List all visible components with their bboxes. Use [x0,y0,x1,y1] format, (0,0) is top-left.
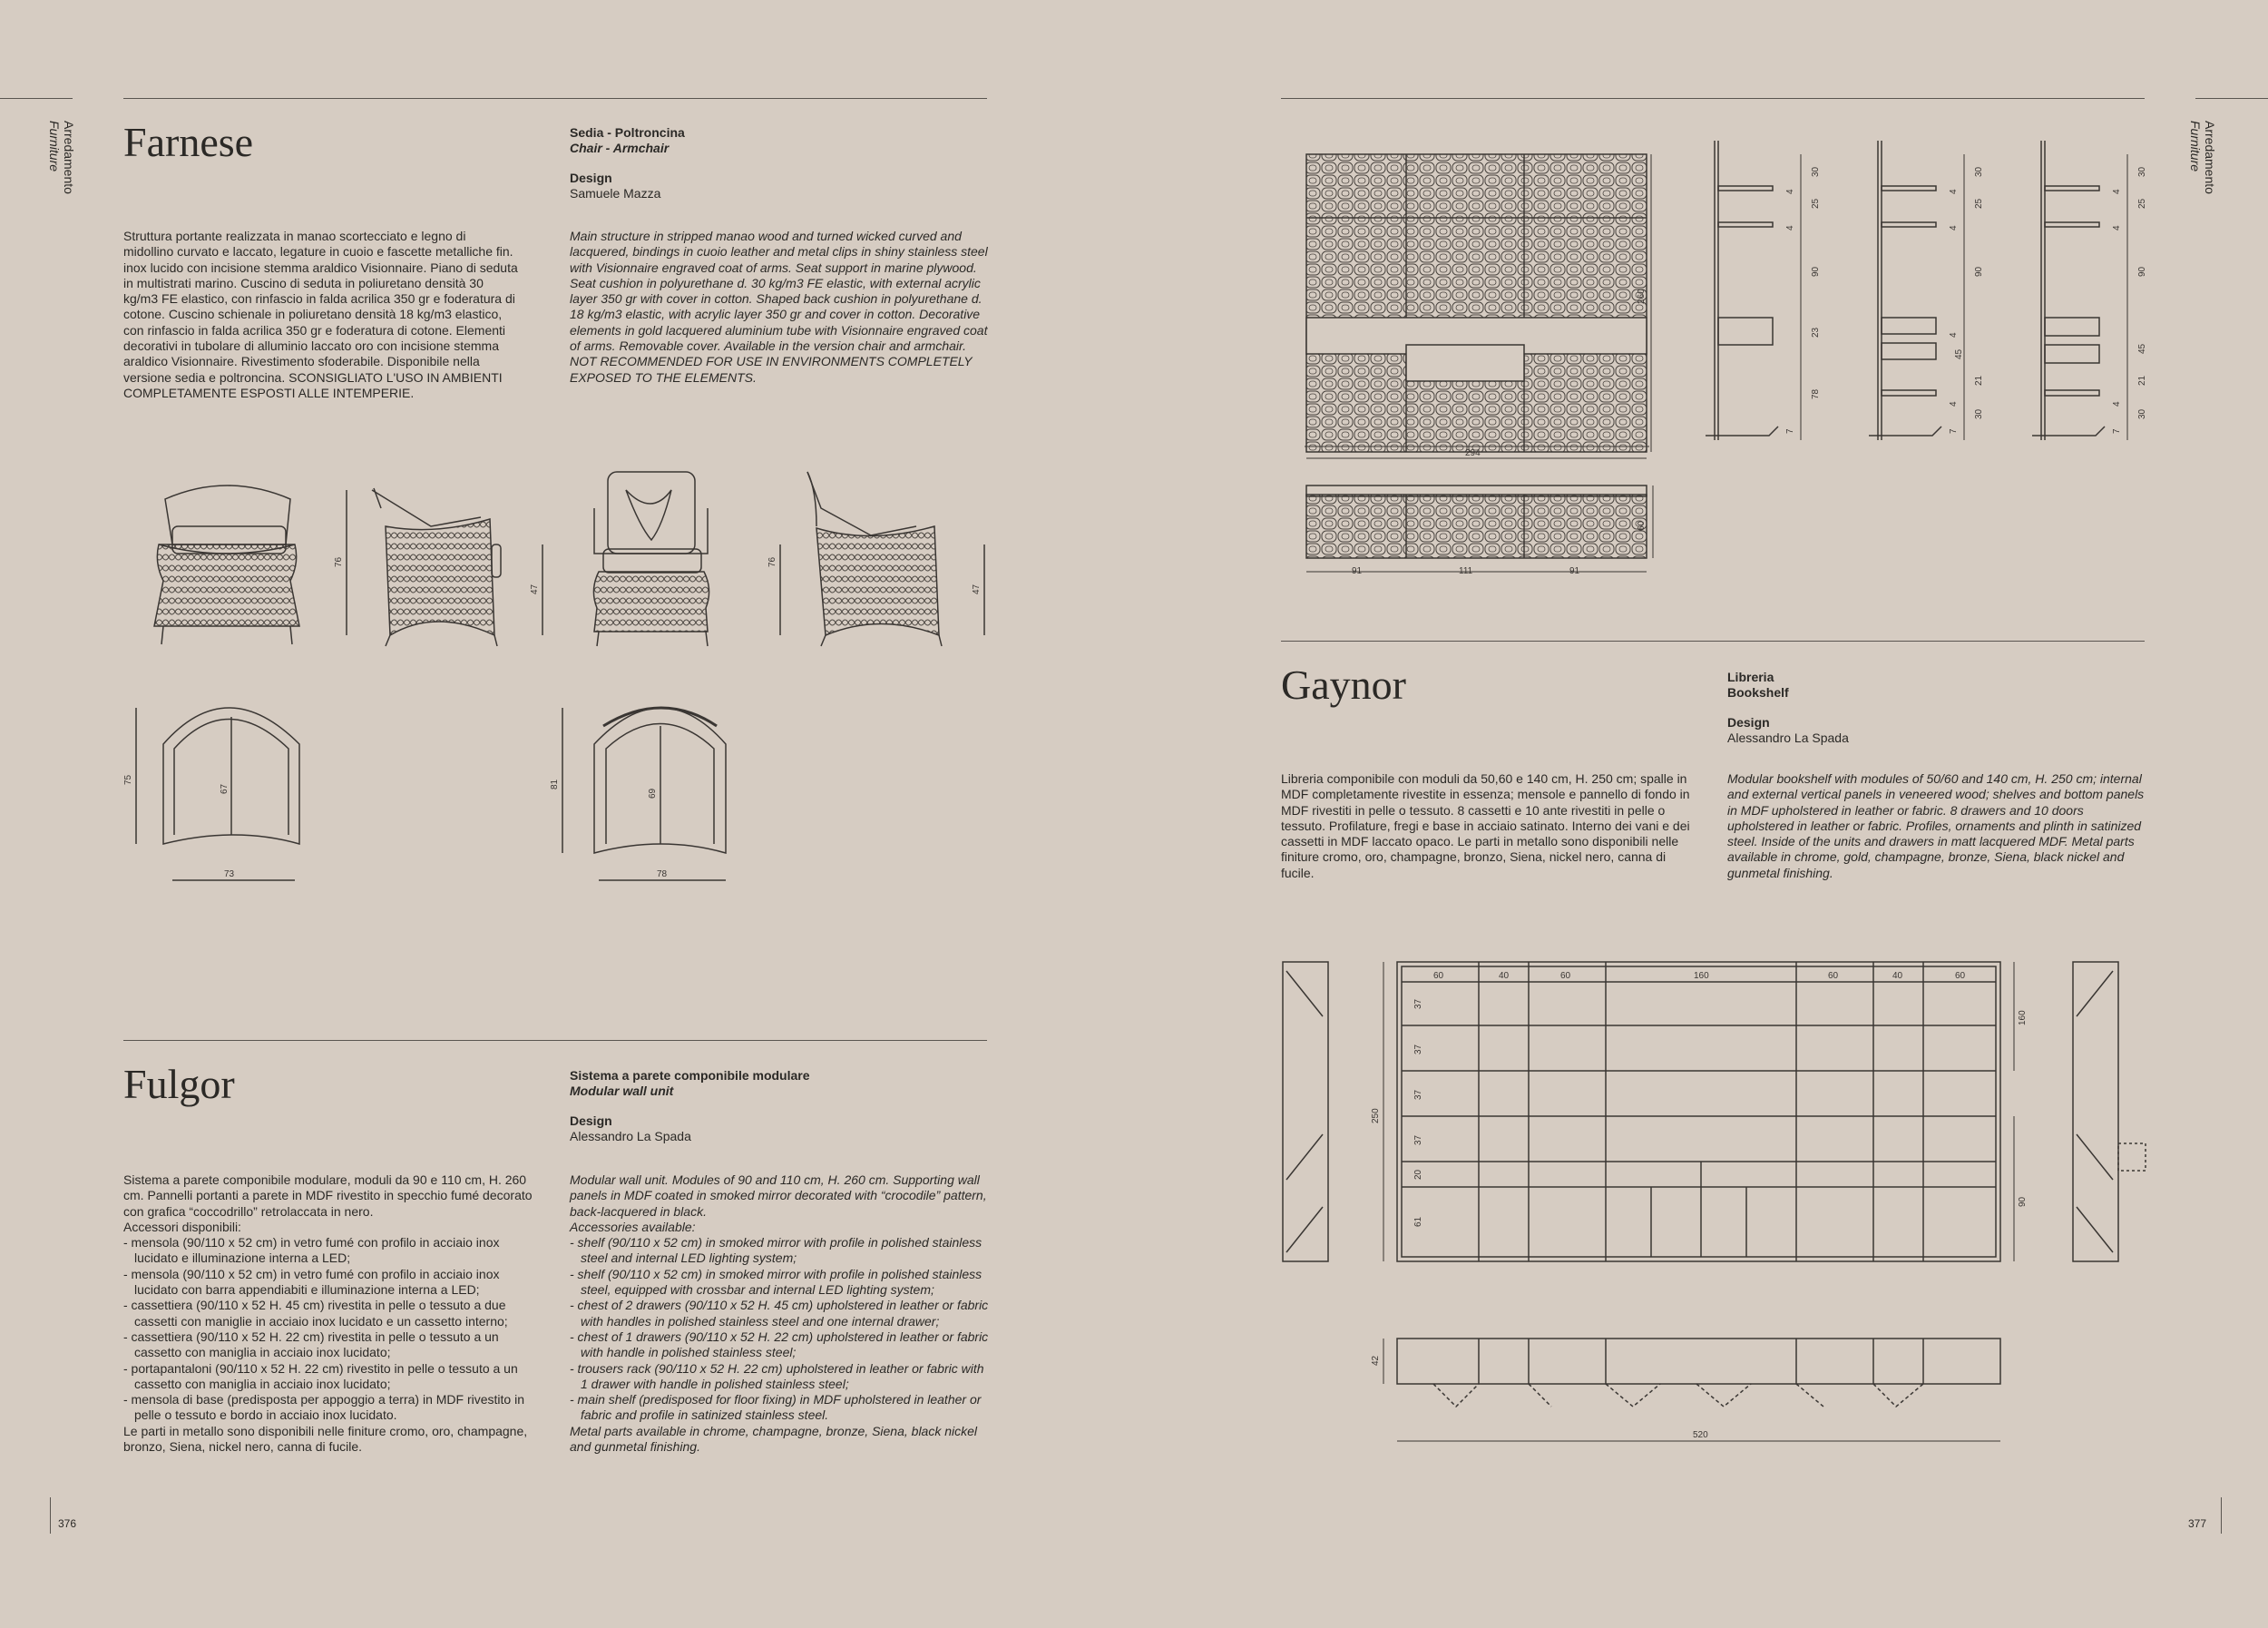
gaynor-type-en: Bookshelf [1727,685,1789,700]
fulgor-acc-list-en [570,1235,989,1424]
section-2-dims [1949,166,1984,434]
s2-dim: 45 [1954,348,1964,359]
fulgor-outro-it: Le parti in metallo sono disponibili nelle finiture cromo, oro, champagne, bronzo, Siena, nickel nero, canna di fucile. [123,1423,528,1455]
side-label-it: Arredamento [2203,121,2217,194]
col-dim: 60 [1828,971,1839,981]
s2-dim: 90 [1974,266,1984,277]
dim-fulgor-depth: 60 [1637,520,1647,531]
s1-dim: 78 [1811,388,1821,399]
right-side-label [2188,121,2217,194]
fulgor-drawings [1288,136,2159,590]
dim-fulgor-m2: 111 [1459,566,1473,576]
acc-item: - cassettiera (90/110 x 52 H. 22 cm) rivestita in pelle o tessuto a un cassetto con maniglia in acciaio inox lucidato; [123,1329,499,1360]
s1-dim: 23 [1811,327,1821,338]
acc-item: - shelf (90/110 x 52 cm) in smoked mirror with profile in polished stainless steel and internal LED lighting system; [570,1235,982,1266]
farnese-drawings [118,454,998,898]
s2-dim: 21 [1974,375,1984,386]
dim-fulgor-width: 294 [1465,448,1481,458]
s1-dim: 30 [1811,166,1821,177]
side-label-it: Arredamento [62,121,76,194]
chair-side-view [372,488,501,646]
s3-dim: 4 [2112,225,2122,230]
gaynor-side-left [1283,962,1328,1261]
acc-item: - mensola (90/110 x 52 cm) in vetro fumé con profilo in acciaio inox lucidato e illuminazione interna a LED; [123,1235,500,1266]
gaynor-plan-view [1397,1339,2000,1407]
dim-chair-seat: 47 [530,584,540,594]
dim-fulgor-m3: 91 [1569,566,1580,576]
s2-dim: 4 [1949,225,1959,230]
fulgor-acc-list-it [123,1235,541,1424]
s3-dim: 30 [2137,408,2147,419]
s3-dim: 45 [2137,343,2147,354]
page-number-left: 376 [58,1517,77,1530]
row-dim: 37 [1413,1134,1423,1145]
s2-dim: 25 [1974,198,1984,209]
gaynor-title: Gaynor [1281,662,1406,708]
dim-gaynor-height: 250 [1371,1108,1381,1123]
farnese-type-it: Sedia - Poltroncina [570,125,685,140]
gaynor-row-dims [1413,998,1423,1227]
s2-dim: 30 [1974,166,1984,177]
s3-dim: 4 [2112,189,2122,194]
s3-dim: 25 [2137,198,2147,209]
s2-dim: 4 [1949,332,1959,338]
row-dim: 37 [1413,1089,1423,1100]
dim-gaynor-depth: 42 [1371,1355,1381,1366]
side-label-en: Furniture [47,121,62,172]
dim-arm-w: 78 [657,869,668,879]
dim-gaynor-side-top: 160 [2018,1010,2028,1025]
fulgor-intro-it: Sistema a parete componibile modulare, moduli da 90 e 110 cm, H. 260 cm. Pannelli portanti a parete in MDF rivestito in specchio fumé decorato con grafica “coccodrillo” retrolaccata in nero. [123,1172,533,1219]
dim-gaynor-width: 520 [1693,1430,1708,1440]
gaynor-design-label: Design [1727,715,1770,730]
section-1-dims [1785,166,1821,434]
chair-front-view [154,485,299,644]
s3-dim: 90 [2137,266,2147,277]
s2-dim: 30 [1974,408,1984,419]
fulgor-acc-label-it: Accessori disponibili: [123,1219,241,1234]
s3-dim: 30 [2137,166,2147,177]
gaynor-col-dims [1433,971,1966,981]
gaynor-designer: Alessandro La Spada [1727,731,1849,745]
dim-gaynor-side-bottom: 90 [2018,1196,2028,1207]
dim-chair-inner: 67 [220,783,230,794]
acc-item: - portapantaloni (90/110 x 52 H. 22 cm) rivestito in pelle o tessuto a un cassetto con maniglia in acciaio inox lucidato; [123,1360,518,1391]
s2-dim: 4 [1949,401,1959,407]
col-dim: 60 [1560,971,1571,981]
acc-item: - trousers rack (90/110 x 52 H. 22 cm) upholstered in leather or fabric with 1 drawer with handle in polished stainless steel; [570,1360,984,1391]
right-margin-rule [2195,98,2268,99]
acc-item: - shelf (90/110 x 52 cm) in smoked mirror with profile in polished stainless steel, equipped with crossbar and internal LED lighting system; [570,1266,982,1298]
page-number-right: 377 [2188,1517,2207,1530]
dim-chair-h: 76 [334,556,344,567]
dim-chair-w: 73 [224,869,235,879]
gaynor-top-rule [1281,641,2145,642]
acc-item: - chest of 2 drawers (90/110 x 52 H. 45 cm) upholstered in leather or fabric with handles in polished stainless steel and one internal drawer; [570,1298,989,1329]
farnese-desc-it: Struttura portante realizzata in manao scortecciato e legno di midollino curvato e laccato, legature in cuoio e fascette metalliche fin. inox lucido con incisione stemma araldico Visionnaire. Piano di seduta in multistrati marino. Cuscino di seduta in poliuretano densità 30 kg/m3 FE elastico, con rinfascio in falda acrilica 350 gr e foderatura di cotone. Cuscino schienale in poliuretano densità 18 kg/m3 elastico, con rinfascio in falda acrilica 350 gr e foderatura di cotone. Elementi decorativi in tubolare di alluminio laccato oro con incisione stemma araldico Visionnaire. Rivestimento sfoderabile. Disponibile nella versione sedia e poltroncina. SCONSIGLIATO L'USO IN AMBIENTI COMPLETAMENTE ESPOSTI ALLE INTEMPERIE. [123,229,518,400]
s1-dim: 90 [1811,266,1821,277]
acc-item: - mensola (90/110 x 52 cm) in vetro fumé con profilo in acciaio inox lucidato con barra appendiabiti e illuminazione interna a LED; [123,1266,500,1298]
armchair-front-view [593,472,709,646]
farnese-design-label: Design [570,171,612,185]
col-dim: 60 [1433,971,1444,981]
row-dim: 37 [1413,998,1423,1009]
left-footer-tick [50,1497,51,1534]
fulgor-type-it: Sistema a parete componibile modulare [570,1068,810,1083]
fulgor-desc-it [123,1172,541,1455]
farnese-desc-en: Main structure in stripped manao wood and turned wicked curved and lacquered, bindings in cuoio leather and metal clips in shiny stainless steel with Visionnaire engraved coat of arms. Seat support in marine plywood. Seat cushion in polyurethane d. 30 kg/m3 FE elastic, with external acrylic layer 350 gr with cover in cotton. Shaped back cushion in polyurethane d. 18 kg/m3 elastic, with acrylic layer 350 gr and cover in cotton. Decorative elements in gold lacquered aluminium tube with Visionnaire engraved coat of arms. Removable cover. Available in the version chair and armchair. NOT RECOMMENDED FOR USE IN ENVIRONMENTS COMPLETELY EXPOSED TO THE ELEMENTS. [570,229,988,385]
fulgor-type-en: Modular wall unit [570,1084,674,1098]
acc-item: - mensola di base (predisposta per appoggio a terra) in MDF rivestito in pelle o tessuto e bordo in acciaio inox lucidato. [123,1392,524,1423]
chair-top-view [163,708,299,844]
s2-dim: 7 [1949,428,1959,434]
farnese-top-rule [123,98,987,99]
left-side-label [47,121,76,194]
s1-dim: 7 [1785,428,1795,434]
row-dim: 20 [1413,1169,1423,1180]
s3-dim: 7 [2112,428,2122,434]
fulgor-section-2 [1869,141,1941,440]
row-dim: 37 [1413,1044,1423,1054]
col-dim: 40 [1892,971,1903,981]
fulgor-design-label: Design [570,1113,612,1128]
farnese-title: Farnese [123,119,254,165]
col-dim: 40 [1499,971,1510,981]
fulgor-plan-view [1306,485,1647,558]
fulgor-acc-label-en: Accessories available: [570,1219,696,1234]
s3-dim: 4 [2112,401,2122,407]
dim-arm-inner: 69 [648,788,658,799]
side-label-en: Furniture [2188,121,2203,172]
dim-arm-depth: 81 [550,779,560,789]
right-footer-tick [2221,1497,2222,1534]
armchair-side-view [807,472,942,646]
col-dim: 60 [1955,971,1966,981]
fulgor-drawings-top-rule [1281,98,2145,99]
s1-dim: 25 [1811,198,1821,209]
gaynor-side-right [2073,962,2146,1261]
gaynor-type-it: Libreria [1727,670,1774,684]
s1-dim: 4 [1785,189,1795,194]
gaynor-drawings [1270,953,2177,1452]
fulgor-section-1 [1706,141,1778,440]
fulgor-outro-en: Metal parts available in chrome, champagne, bronze, Siena, black nickel and gunmetal finishing. [570,1423,978,1455]
gaynor-meta [1727,670,2136,746]
acc-item: - main shelf (predisposed for floor fixing) in MDF upholstered in leather or fabric and profile in satinized stainless steel. [570,1392,982,1423]
armchair-top-view [594,708,726,853]
row-dim: 61 [1413,1216,1423,1227]
fulgor-front-view [1306,154,1647,452]
dim-arm-h: 76 [767,556,777,567]
fulgor-title: Fulgor [123,1061,235,1107]
col-dim: 160 [1694,971,1709,981]
dim-fulgor-m1: 91 [1352,566,1363,576]
s1-dim: 4 [1785,225,1795,230]
acc-item: - cassettiera (90/110 x 52 H. 45 cm) rivestita in pelle o tessuto a due cassetti con maniglie in acciaio inox lucidato e un cassetto interno; [123,1298,508,1329]
gaynor-front-view [1397,962,2000,1261]
fulgor-section-3 [2032,141,2105,440]
fulgor-top-rule [123,1040,987,1041]
fulgor-designer: Alessandro La Spada [570,1129,691,1143]
section-3-dims [2112,166,2147,434]
fulgor-intro-en: Modular wall unit. Modules of 90 and 110 cm, H. 260 cm. Supporting wall panels in MDF coated in smoked mirror decorated with “crocodile” pattern, back-lacquered in black. [570,1172,987,1219]
farnese-type-en: Chair - Armchair [570,141,670,155]
gaynor-desc-it: Libreria componibile con moduli da 50,60 e 140 cm, H. 250 cm; spalle in MDF completamente rivestite in essenza; mensole e pannello di fondo in MDF rivestiti in pelle o tessuto. 8 cassetti e 10 ante rivestiti in pelle o tessuto. Profilature, fregi e base in acciaio satinato. Interno dei vani e dei cassetti in MDF laccato opaco. Le parti in metallo sono disponibili nelle finiture cromo, oro, champagne, bronzo, Siena, nickel nero, canna di fucile. [1281,771,1690,880]
dim-chair-depth: 75 [123,774,133,785]
fulgor-meta [570,1068,978,1144]
dim-arm-seat: 47 [972,584,982,594]
s3-dim: 21 [2137,375,2147,386]
gaynor-desc-en: Modular bookshelf with modules of 50/60 and 140 cm, H. 250 cm; internal and external vertical panels in veneered wood; shelves and bottom panels in MDF upholstered in leather or fabric. 8 drawers and 10 doors upholstered in leather or fabric. Profiles, ornaments and plinth in satinized steel. Inside of the units and drawers in matt lacquered MDF. Metal parts available in chrome, gold, champagne, bronze, Siena, black nickel and gunmetal finishing. [1727,771,2145,880]
fulgor-desc-en [570,1172,989,1455]
s2-dim: 4 [1949,189,1959,194]
farnese-designer: Samuele Mazza [570,186,661,201]
farnese-meta [570,125,978,201]
dim-fulgor-height: 260 [1637,289,1647,304]
acc-item: - chest of 1 drawers (90/110 x 52 H. 22 cm) upholstered in leather or fabric with handle in polished stainless steel; [570,1329,989,1360]
left-margin-rule [0,98,73,99]
